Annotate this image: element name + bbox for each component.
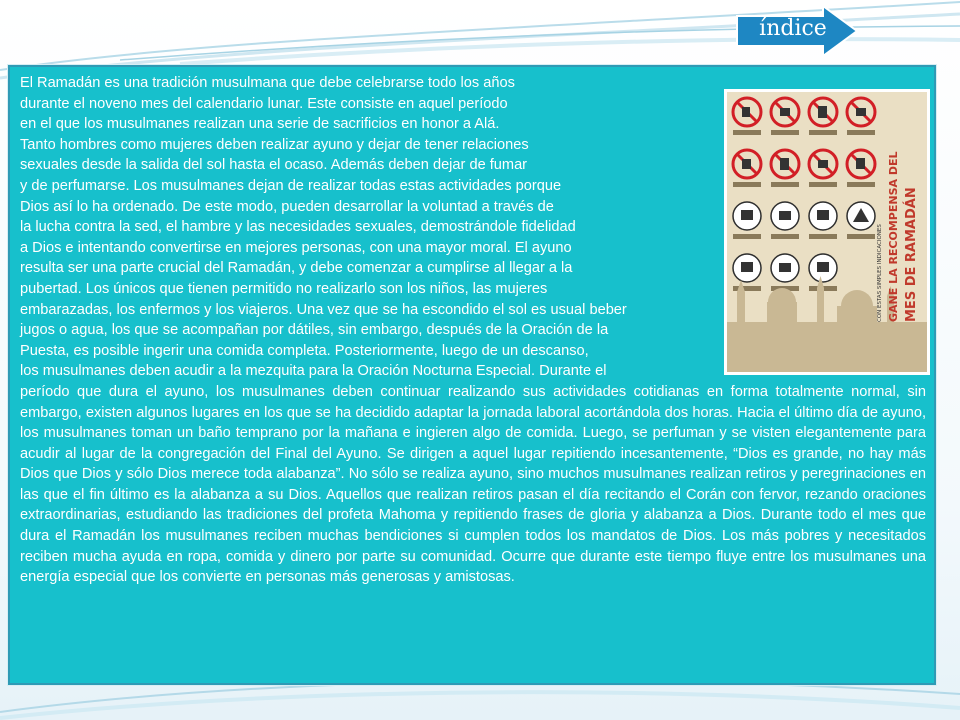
text-line: en el que los musulmanes realizan una serie de sacrificios en honor a Alá. xyxy=(20,116,500,133)
text-line: jugos o agua, los que se acompañan por dátiles, sin embargo, después de la Oración de la xyxy=(20,322,609,339)
text-line: los musulmanes deben acudir a la mezquita para la Oración Nocturna Especial. Durante el xyxy=(20,363,607,380)
text-line: El Ramadán es una tradición musulmana que debe celebrarse todo los años xyxy=(20,75,515,91)
text-line: y de perfumarse. Los musulmanes dejan de realizar todas estas actividades porque xyxy=(20,177,562,194)
text-line: resulta ser una parte crucial del Ramadán, y debe comenzar a cumplirse al llegar a la xyxy=(20,260,573,277)
text-line: Tanto hombres como mujeres deben realizar ayuno y dejar de tener relaciones xyxy=(20,136,529,153)
svg-text:GANE LA RECOMPENSA DEL: GANE LA RECOMPENSA DEL xyxy=(887,151,900,322)
text-line: Dios así lo ha ordenado. De este modo, pueden desarrollar la voluntad a través de xyxy=(20,198,554,215)
text-line: durante el noveno mes del calendario lunar. Este consiste en aquel período xyxy=(20,95,508,112)
text-line: embarazadas, los enfermos y los viajeros. Una vez que se ha escondido el sol es usual beber xyxy=(20,301,627,318)
poster-illustration xyxy=(727,92,927,372)
content-panel xyxy=(8,65,936,685)
ramadan-poster-image xyxy=(724,89,930,375)
svg-text:MES DE RAMADÁN: MES DE RAMADÁN xyxy=(904,187,919,322)
svg-text:CON ESTAS SIMPLES INDICACIONES: CON ESTAS SIMPLES INDICACIONES xyxy=(877,224,883,322)
text-line: la lucha contra la sed, el hambre y las necesidades sexuales, demostrándole fidelidad xyxy=(20,219,576,236)
body-paragraph: período que dura el ayuno, los musulmanes deben continuar realizando sus actividades cotidianas en forma totalmente normal, sin embargo, existen algunos lugares en los que se ha decidido adaptar la jornada laboral acortándola dos horas. Hacia el último día de ayuno, los musulmanes toman un baño temprano por la mañana e ingieren algo de comida. Luego, se perfuman y se visten elegantemente para acudir al lugar de la congregación del Final del Ayuno. Se dirigen a aquel lugar repitiendo incesantemente, “Dios es grande, no hay más Dios que Dios y sólo Dios merece toda alabanza”. No sólo se realiza ayuno, sino muchos musulmanes realizan retiros y peregrinaciones en las que el fin último es la alabanza a su Dios. Aquellos que realizan retiros pasan el día recitando el Corán con fervor, rezando oraciones extraordinarias, estudiando las tradiciones del profeta Mahoma y repitiendo frases de gloria y alabanza a Dios. Durante todo el mes que dura el Ramadán los musulmanes reciben muchas bendiciones si cumplen todos los mandatos de Dios. Los más pobres y necesitados reciben mucha ayuda en ropa, comida y dinero por parte su comunidad. Ocurre que durante este tiempo fluye entre los musulmanes una energía especial que los convierte en personas más generosas y amistosas. xyxy=(20,383,926,586)
index-button[interactable] xyxy=(735,4,860,58)
text-line: pubertad. Los únicos que tienen permitido no realizarlo son los niños, las mujeres xyxy=(20,280,548,297)
text-line: a Dios e intentando convertirse en mejores personas, con una mayor moral. El ayuno xyxy=(20,239,572,256)
index-button-label: índice xyxy=(759,16,827,41)
text-line: sexuales desde la salida del sol hasta el ocaso. Además deben dejar de fumar xyxy=(20,157,528,174)
text-line: Puesta, es posible ingerir una comida completa. Posteriormente, luego de un descanso, xyxy=(20,342,589,359)
